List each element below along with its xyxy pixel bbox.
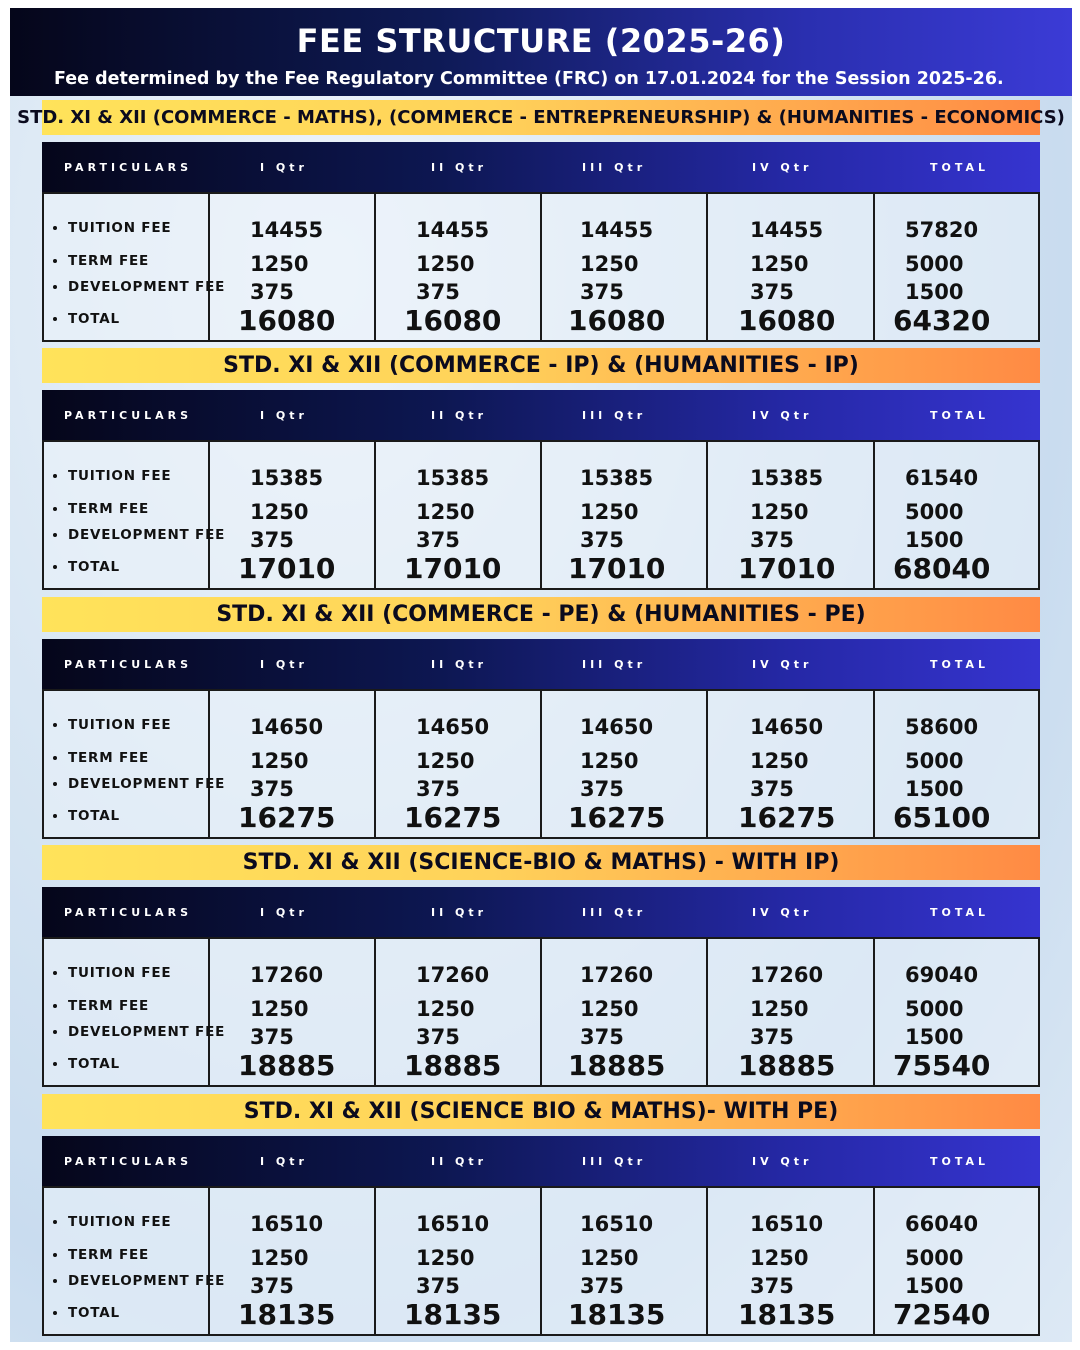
column-header: III Qtr — [582, 160, 647, 174]
table-header — [42, 887, 1040, 937]
fee-value-total: 16275 — [238, 801, 336, 834]
fee-value-tuition: 17260 — [580, 963, 654, 987]
column-header: II Qtr — [431, 1154, 488, 1168]
fee-value-development: 375 — [250, 528, 294, 552]
fee-value-development: 375 — [250, 1274, 294, 1298]
fee-value-development: 375 — [250, 280, 294, 304]
fee-cell-q1 — [210, 1188, 374, 1334]
fee-cell-total — [875, 442, 1039, 588]
fee-value-term: 1250 — [416, 500, 475, 524]
fee-value-total: 18135 — [404, 1298, 502, 1331]
fee-value-total: 18135 — [568, 1298, 666, 1331]
fee-cell-q1 — [210, 194, 374, 340]
fee-value-tuition: 57820 — [905, 218, 979, 242]
fee-value-term: 1250 — [250, 749, 309, 773]
fee-value-term: 1250 — [750, 500, 809, 524]
column-header: III Qtr — [582, 657, 647, 671]
particulars-list — [48, 691, 226, 837]
fee-value-tuition: 16510 — [250, 1212, 324, 1236]
fee-value-tuition: 17260 — [250, 963, 324, 987]
fee-value-total: 18885 — [738, 1049, 836, 1082]
fee-value-development: 375 — [750, 528, 794, 552]
fee-value-total: 18135 — [238, 1298, 336, 1331]
fee-value-development: 375 — [416, 1025, 460, 1049]
column-header: IV Qtr — [752, 905, 813, 919]
page-header — [10, 8, 1072, 96]
table-body — [42, 937, 1040, 1087]
fee-value-tuition: 14455 — [580, 218, 654, 242]
fee-value-total: 17010 — [568, 552, 666, 585]
fee-value-tuition: 17260 — [750, 963, 824, 987]
fee-value-development: 1500 — [905, 528, 964, 552]
fee-value-term: 1250 — [416, 252, 475, 276]
fee-value-tuition: 17260 — [416, 963, 490, 987]
fee-value-development: 375 — [416, 280, 460, 304]
particular-label: • DEVELOPMENT FEE — [68, 527, 225, 543]
fee-value-development: 375 — [580, 1274, 624, 1298]
fee-value-total: 16080 — [404, 304, 502, 337]
page-title: FEE STRUCTURE (2025-26) — [296, 22, 786, 60]
fee-value-tuition: 14455 — [416, 218, 490, 242]
fee-value-tuition: 61540 — [905, 466, 979, 490]
fee-cell-q3 — [542, 1188, 706, 1334]
column-header: PARTICULARS — [64, 657, 193, 671]
table-body — [42, 689, 1040, 839]
fee-value-tuition: 14650 — [250, 715, 324, 739]
column-header: TOTAL — [930, 657, 990, 671]
fee-value-tuition: 58600 — [905, 715, 979, 739]
fee-value-term: 1250 — [750, 252, 809, 276]
column-header: III Qtr — [582, 905, 647, 919]
fee-value-development: 375 — [416, 528, 460, 552]
section-banner: STD. XI & XII (COMMERCE - PE) & (HUMANITIES - PE) — [42, 597, 1040, 632]
fee-value-term: 1250 — [580, 252, 639, 276]
particular-label: • TERM FEE — [68, 750, 149, 766]
particular-label: • TERM FEE — [68, 501, 149, 517]
fee-cell-q4 — [708, 442, 872, 588]
fee-value-total: 75540 — [893, 1049, 991, 1082]
fee-value-total: 68040 — [893, 552, 991, 585]
fee-value-development: 375 — [750, 1274, 794, 1298]
particular-label: • TOTAL — [68, 559, 120, 575]
section-banner: STD. XI & XII (COMMERCE - IP) & (HUMANITIES - IP) — [42, 348, 1040, 383]
particulars-list — [48, 442, 226, 588]
fee-value-term: 1250 — [750, 749, 809, 773]
particulars-list — [48, 194, 226, 340]
fee-value-total: 16275 — [404, 801, 502, 834]
column-header: IV Qtr — [752, 1154, 813, 1168]
particular-label: • TERM FEE — [68, 1247, 149, 1263]
fee-value-total: 16080 — [238, 304, 336, 337]
column-header: II Qtr — [431, 905, 488, 919]
column-header: I Qtr — [260, 657, 308, 671]
table-body — [42, 440, 1040, 590]
fee-cell-total — [875, 194, 1039, 340]
fee-value-tuition: 15385 — [580, 466, 654, 490]
fee-value-tuition: 14650 — [750, 715, 824, 739]
particular-label: • DEVELOPMENT FEE — [68, 1024, 225, 1040]
fee-value-term: 5000 — [905, 252, 964, 276]
fee-value-development: 375 — [750, 280, 794, 304]
fee-value-tuition: 15385 — [750, 466, 824, 490]
fee-value-term: 1250 — [416, 749, 475, 773]
fee-value-tuition: 14650 — [580, 715, 654, 739]
fee-cell-q2 — [376, 194, 540, 340]
fee-value-development: 1500 — [905, 1274, 964, 1298]
fee-value-tuition: 16510 — [750, 1212, 824, 1236]
fee-value-term: 1250 — [580, 1246, 639, 1270]
fee-value-term: 1250 — [250, 997, 309, 1021]
fee-value-term: 5000 — [905, 997, 964, 1021]
table-body — [42, 192, 1040, 342]
fee-cell-total — [875, 691, 1039, 837]
fee-cell-q3 — [542, 939, 706, 1085]
table-header — [42, 639, 1040, 689]
fee-value-term: 1250 — [416, 997, 475, 1021]
table-header — [42, 142, 1040, 192]
particular-label: • TUITION FEE — [68, 1214, 171, 1230]
column-header: TOTAL — [930, 905, 990, 919]
fee-cell-q2 — [376, 939, 540, 1085]
fee-value-total: 17010 — [738, 552, 836, 585]
column-header: PARTICULARS — [64, 1154, 193, 1168]
particular-label: • TUITION FEE — [68, 220, 171, 236]
page-subtitle: Fee determined by the Fee Regulatory Committee (FRC) on 17.01.2024 for the Session 2025-26. — [54, 69, 1004, 89]
column-header: TOTAL — [930, 160, 990, 174]
fee-value-tuition: 69040 — [905, 963, 979, 987]
fee-value-tuition: 15385 — [250, 466, 324, 490]
fee-cell-q1 — [210, 442, 374, 588]
particular-label: • TOTAL — [68, 1305, 120, 1321]
table-body — [42, 1186, 1040, 1336]
fee-cell-q4 — [708, 194, 872, 340]
fee-value-term: 1250 — [416, 1246, 475, 1270]
column-header: II Qtr — [431, 408, 488, 422]
fee-cell-q4 — [708, 1188, 872, 1334]
particulars-list — [48, 1188, 226, 1334]
fee-value-term: 1250 — [250, 252, 309, 276]
table-header — [42, 1136, 1040, 1186]
fee-value-term: 1250 — [580, 749, 639, 773]
particular-label: • DEVELOPMENT FEE — [68, 1273, 225, 1289]
column-header: II Qtr — [431, 657, 488, 671]
fee-value-term: 1250 — [250, 500, 309, 524]
fee-value-term: 1250 — [750, 1246, 809, 1270]
fee-value-development: 375 — [580, 528, 624, 552]
fee-value-development: 1500 — [905, 280, 964, 304]
fee-value-development: 375 — [250, 1025, 294, 1049]
column-header: I Qtr — [260, 1154, 308, 1168]
fee-cell-q3 — [542, 691, 706, 837]
fee-cell-q3 — [542, 194, 706, 340]
particular-label: • TOTAL — [68, 1056, 120, 1072]
fee-value-total: 18135 — [738, 1298, 836, 1331]
fee-value-term: 5000 — [905, 1246, 964, 1270]
fee-value-development: 375 — [416, 777, 460, 801]
fee-value-tuition: 66040 — [905, 1212, 979, 1236]
fee-value-total: 16275 — [738, 801, 836, 834]
column-header: II Qtr — [431, 160, 488, 174]
column-header: I Qtr — [260, 408, 308, 422]
column-header: I Qtr — [260, 905, 308, 919]
fee-value-total: 18885 — [568, 1049, 666, 1082]
fee-value-total: 65100 — [893, 801, 991, 834]
fee-value-term: 1250 — [580, 500, 639, 524]
fee-value-total: 18885 — [404, 1049, 502, 1082]
particular-label: • DEVELOPMENT FEE — [68, 279, 225, 295]
column-header: PARTICULARS — [64, 160, 193, 174]
fee-value-development: 375 — [750, 777, 794, 801]
fee-value-total: 17010 — [238, 552, 336, 585]
particular-label: • TUITION FEE — [68, 468, 171, 484]
fee-value-total: 16080 — [738, 304, 836, 337]
column-header: TOTAL — [930, 1154, 990, 1168]
fee-value-tuition: 15385 — [416, 466, 490, 490]
fee-cell-q2 — [376, 1188, 540, 1334]
particular-label: • TUITION FEE — [68, 717, 171, 733]
fee-value-development: 375 — [750, 1025, 794, 1049]
fee-value-development: 375 — [250, 777, 294, 801]
fee-value-development: 1500 — [905, 777, 964, 801]
column-header: PARTICULARS — [64, 905, 193, 919]
column-header: I Qtr — [260, 160, 308, 174]
column-header: TOTAL — [930, 408, 990, 422]
particular-label: • TERM FEE — [68, 998, 149, 1014]
particulars-list — [48, 939, 226, 1085]
fee-value-development: 1500 — [905, 1025, 964, 1049]
fee-cell-q2 — [376, 691, 540, 837]
fee-cell-q1 — [210, 691, 374, 837]
fee-value-term: 1250 — [580, 997, 639, 1021]
fee-value-development: 375 — [416, 1274, 460, 1298]
fee-cell-total — [875, 939, 1039, 1085]
fee-value-total: 17010 — [404, 552, 502, 585]
fee-value-tuition: 16510 — [580, 1212, 654, 1236]
fee-cell-q3 — [542, 442, 706, 588]
particular-label: • TOTAL — [68, 808, 120, 824]
fee-value-term: 5000 — [905, 749, 964, 773]
fee-value-development: 375 — [580, 280, 624, 304]
fee-value-tuition: 14650 — [416, 715, 490, 739]
fee-value-tuition: 14455 — [750, 218, 824, 242]
particular-label: • TUITION FEE — [68, 965, 171, 981]
fee-value-tuition: 14455 — [250, 218, 324, 242]
fee-value-development: 375 — [580, 777, 624, 801]
column-header: III Qtr — [582, 1154, 647, 1168]
particular-label: • DEVELOPMENT FEE — [68, 776, 225, 792]
fee-value-total: 64320 — [893, 304, 991, 337]
fee-value-total: 16080 — [568, 304, 666, 337]
fee-value-total: 16275 — [568, 801, 666, 834]
fee-value-term: 1250 — [250, 1246, 309, 1270]
section-banner: STD. XI & XII (SCIENCE BIO & MATHS)- WITH PE) — [42, 1094, 1040, 1129]
fee-value-term: 1250 — [750, 997, 809, 1021]
fee-cell-total — [875, 1188, 1039, 1334]
fee-value-development: 375 — [580, 1025, 624, 1049]
column-header: IV Qtr — [752, 160, 813, 174]
particular-label: • TOTAL — [68, 311, 120, 327]
fee-value-term: 5000 — [905, 500, 964, 524]
fee-cell-q4 — [708, 939, 872, 1085]
column-header: IV Qtr — [752, 408, 813, 422]
fee-cell-q4 — [708, 691, 872, 837]
fee-value-total: 72540 — [893, 1298, 991, 1331]
section-banner: STD. XI & XII (COMMERCE - MATHS), (COMMERCE - ENTREPRENEURSHIP) & (HUMANITIES - ECONOMICS) — [42, 100, 1040, 135]
column-header: IV Qtr — [752, 657, 813, 671]
fee-value-tuition: 16510 — [416, 1212, 490, 1236]
table-header — [42, 390, 1040, 440]
particular-label: • TERM FEE — [68, 253, 149, 269]
fee-cell-q2 — [376, 442, 540, 588]
column-header: PARTICULARS — [64, 408, 193, 422]
column-header: III Qtr — [582, 408, 647, 422]
fee-value-total: 18885 — [238, 1049, 336, 1082]
section-banner: STD. XI & XII (SCIENCE-BIO & MATHS) - WITH IP) — [42, 845, 1040, 880]
fee-cell-q1 — [210, 939, 374, 1085]
